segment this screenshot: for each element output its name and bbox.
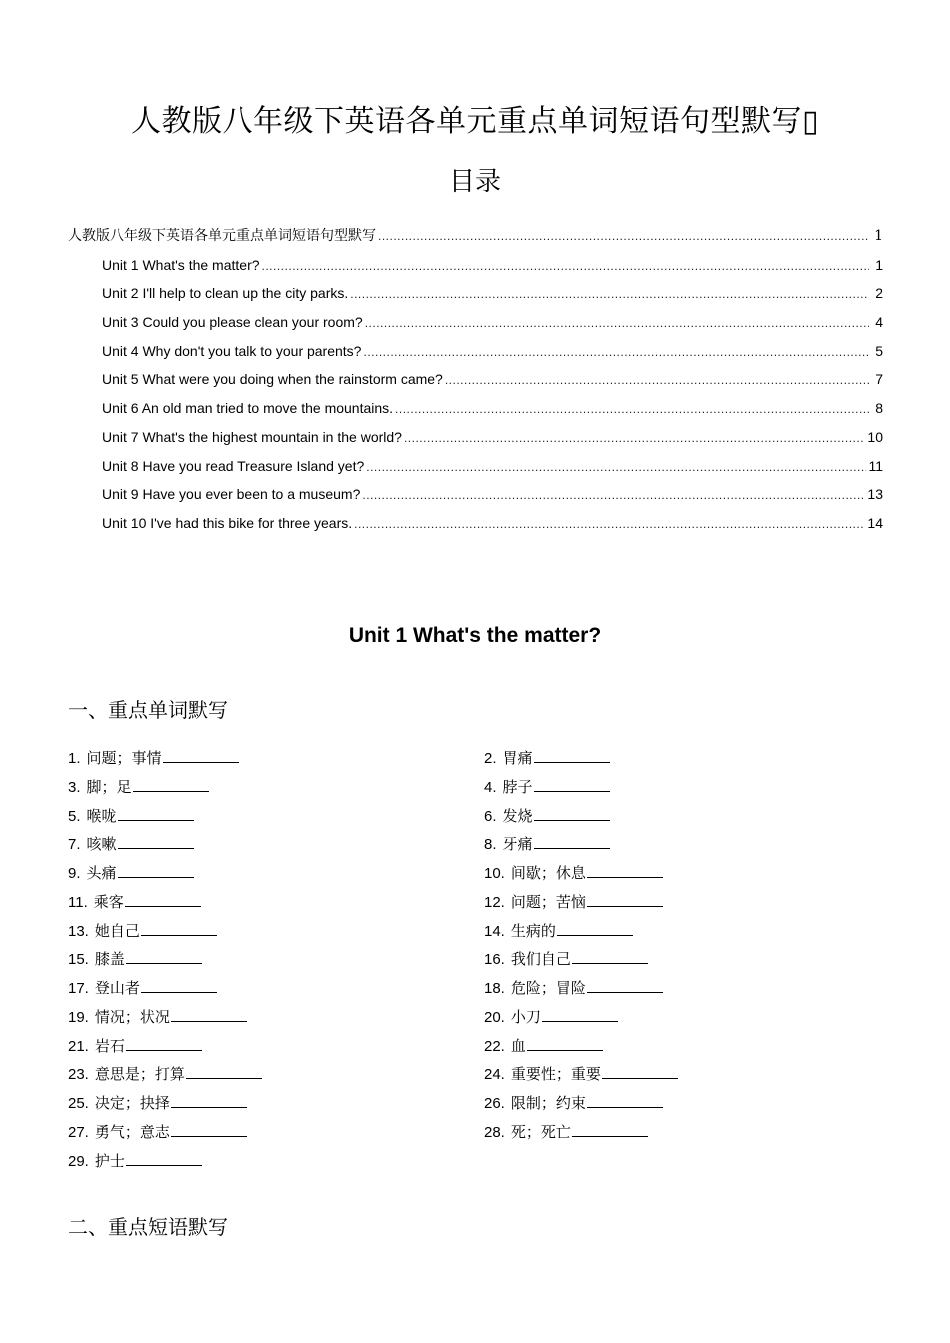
vocab-item-meaning: 小刀	[510, 1007, 541, 1026]
vocab-item	[484, 1032, 888, 1061]
toc-dot-leader	[378, 224, 869, 248]
toc-entry-title: Unit 2 I'll help to clean up the city parks.	[102, 285, 349, 302]
vocab-item-number: 28.	[484, 1123, 505, 1141]
vocab-item	[68, 1089, 484, 1118]
toc-entry-page-number: 1	[874, 228, 883, 244]
answer-blank[interactable]	[126, 948, 202, 964]
vocab-item-number: 18.	[484, 980, 505, 997]
answer-blank[interactable]	[126, 1035, 202, 1051]
toc-entry[interactable]	[68, 339, 883, 368]
vocab-item	[68, 744, 484, 773]
vocab-item	[484, 1060, 888, 1089]
toc-dot-leader	[362, 483, 865, 507]
vocab-item-number: 23.	[68, 1066, 89, 1084]
answer-blank[interactable]	[587, 891, 663, 907]
toc-entry-title: Unit 7 What's the highest mountain in the world?	[102, 428, 402, 445]
answer-blank[interactable]	[141, 977, 217, 993]
toc-entry-title: 人教版八年级下英语各单元重点单词短语句型默写	[68, 228, 376, 244]
vocab-item-number: 14.	[484, 922, 505, 940]
toc-entry-title: Unit 8 Have you read Treasure Island yet?	[102, 457, 365, 474]
toc-entry[interactable]	[68, 396, 883, 425]
vocab-item-number: 11.	[68, 893, 88, 911]
toc-entry[interactable]	[68, 511, 883, 540]
answer-blank[interactable]	[587, 1092, 663, 1108]
answer-blank[interactable]	[171, 1121, 247, 1137]
vocab-item-meaning: 间歇；休息	[510, 864, 586, 882]
toc-dot-leader	[354, 512, 865, 536]
toc-entry[interactable]	[68, 253, 883, 282]
toc-entry-page-number: 2	[875, 285, 883, 302]
vocab-item-meaning: 问题；苦恼	[510, 892, 586, 911]
toc-heading: 目录	[448, 167, 501, 197]
answer-blank[interactable]	[542, 1006, 618, 1022]
document-title	[0, 100, 950, 144]
vocab-item	[68, 945, 484, 974]
vocab-item	[484, 888, 888, 917]
vocab-item-meaning: 咳嗽	[86, 835, 117, 854]
toc-dot-leader	[445, 368, 869, 392]
toc-entry[interactable]	[68, 224, 883, 253]
toc-entry[interactable]	[68, 482, 883, 511]
answer-blank[interactable]	[118, 833, 194, 849]
answer-blank[interactable]	[171, 1092, 247, 1108]
toc-entry-title: Unit 6 An old man tried to move the mountains.	[102, 400, 394, 417]
vocab-item-meaning: 头痛	[86, 864, 117, 882]
vocab-item-number: 8.	[484, 836, 497, 854]
vocab-item	[68, 773, 484, 802]
vocab-item-meaning: 决定；抉择	[94, 1094, 170, 1112]
vocab-item	[484, 773, 888, 802]
document-title-text: 人教版八年级下英语各单元重点单词短语句型默写	[130, 104, 802, 139]
vocab-item	[484, 974, 888, 1003]
vocab-item	[484, 744, 888, 773]
vocab-item-number: 26.	[484, 1095, 505, 1112]
vocab-item-number: 21.	[68, 1037, 89, 1055]
toc-entry-title: Unit 3 Could you please clean your room?	[102, 314, 363, 331]
vocab-item	[484, 802, 888, 831]
toc-dot-leader	[366, 455, 866, 479]
vocab-item-number: 12.	[484, 893, 505, 911]
vocab-item-meaning: 血	[510, 1036, 526, 1055]
vocab-item-number: 29.	[68, 1152, 89, 1170]
toc-dot-leader	[363, 340, 869, 364]
vocab-item-number: 4.	[484, 778, 497, 796]
vocab-item-meaning: 意思是；打算	[94, 1065, 185, 1084]
vocab-item-meaning: 她自己	[94, 921, 140, 940]
toc-dot-leader	[395, 397, 869, 421]
answer-blank[interactable]	[534, 805, 610, 821]
toc-entry-title: Unit 10 I've had this bike for three years.	[102, 514, 353, 531]
vocab-item-number: 3.	[68, 778, 81, 796]
vocab-item-number: 24.	[484, 1066, 505, 1084]
vocab-item-meaning: 喉咙	[86, 806, 117, 825]
vocab-item-meaning: 岩石	[94, 1036, 125, 1055]
toc-entry[interactable]	[68, 281, 883, 310]
vocab-item-meaning: 重要性；重要	[510, 1065, 601, 1084]
vocab-item-number: 5.	[68, 807, 81, 825]
toc-entry-page-number: 1	[875, 256, 883, 273]
toc-entry-page-number: 13	[867, 486, 883, 503]
toc-dot-leader	[404, 426, 865, 450]
toc-entry-page-number: 7	[875, 371, 883, 388]
vocab-item-meaning: 勇气；意志	[94, 1122, 170, 1141]
vocab-item-meaning: 生病的	[510, 921, 556, 940]
answer-blank[interactable]	[171, 1006, 247, 1022]
toc-entry-title: Unit 5 What were you doing when the rainstorm came?	[102, 371, 443, 388]
answer-blank[interactable]	[602, 1063, 678, 1079]
vocab-item-meaning: 情况；状况	[94, 1007, 170, 1026]
vocab-item-number: 13.	[68, 922, 89, 940]
vocab-item-number: 6.	[484, 807, 497, 825]
vocabulary-list	[68, 744, 888, 1175]
vocab-item	[484, 917, 888, 946]
toc-entry-page-number: 5	[875, 342, 883, 359]
toc-entry-page-number: 10	[867, 428, 883, 445]
vocab-item-number: 16.	[484, 951, 505, 969]
vocab-item	[484, 859, 888, 888]
vocab-item	[68, 1118, 484, 1147]
vocab-item-meaning: 问题；事情	[86, 749, 162, 767]
vocab-item-meaning: 限制；约束	[510, 1094, 586, 1112]
section-title-phrases: 二、重点短语默写	[68, 1215, 228, 1239]
answer-blank[interactable]	[133, 776, 209, 792]
vocab-item-meaning: 护士	[94, 1151, 125, 1170]
section-title-vocabulary: 一、重点单词默写	[68, 698, 228, 722]
vocab-item	[484, 830, 888, 859]
answer-blank[interactable]	[557, 920, 633, 936]
vocab-item-meaning: 胃痛	[502, 749, 533, 767]
toc-entry-page-number: 11	[868, 457, 883, 474]
toc-entry[interactable]	[68, 425, 883, 454]
answer-blank[interactable]	[587, 862, 663, 878]
vocab-item-meaning: 脖子	[502, 777, 533, 796]
answer-blank[interactable]	[587, 977, 663, 993]
vocab-item-number: 1.	[68, 750, 81, 767]
vocab-item-number: 2.	[484, 750, 497, 767]
vocab-item-number: 9.	[68, 865, 81, 882]
toc-dot-leader	[350, 282, 869, 306]
vocab-item-meaning: 牙痛	[502, 835, 533, 854]
vocab-item-number: 20.	[484, 1008, 505, 1026]
vocab-item-number: 17.	[68, 980, 89, 997]
vocab-item	[68, 802, 484, 831]
answer-blank[interactable]	[141, 920, 217, 936]
vocab-item	[484, 1118, 888, 1147]
answer-blank[interactable]	[118, 805, 194, 821]
vocab-item	[484, 945, 888, 974]
vocab-item-number: 27.	[68, 1123, 89, 1141]
toc-entry-title: Unit 4 Why don't you talk to your parents?	[102, 342, 362, 359]
vocab-item-meaning: 登山者	[94, 979, 140, 997]
vocab-item	[68, 888, 484, 917]
vocab-item-meaning: 乘客	[93, 892, 124, 911]
missing-glyph-icon: ▯	[801, 104, 819, 139]
vocab-item-meaning: 膝盖	[94, 950, 125, 969]
vocab-item-number: 10.	[484, 865, 505, 882]
toc-entry-title: Unit 9 Have you ever been to a museum?	[102, 486, 361, 503]
vocab-item-meaning: 发烧	[502, 806, 533, 825]
vocab-item-meaning: 死；死亡	[510, 1122, 571, 1141]
toc-dot-leader	[262, 254, 869, 278]
answer-blank[interactable]	[125, 891, 201, 907]
vocab-item-number: 25.	[68, 1095, 89, 1112]
answer-blank[interactable]	[572, 948, 648, 964]
vocab-item	[68, 917, 484, 946]
vocab-item-number: 19.	[68, 1008, 89, 1026]
answer-blank[interactable]	[126, 1150, 202, 1166]
toc-entry-page-number: 4	[875, 314, 883, 331]
vocab-item	[68, 859, 484, 888]
vocab-item-number: 7.	[68, 836, 81, 854]
vocab-item-number: 22.	[484, 1037, 505, 1055]
vocab-item	[484, 1089, 888, 1118]
toc-entry[interactable]	[68, 310, 883, 339]
table-of-contents	[68, 224, 883, 540]
toc-entry[interactable]	[68, 454, 883, 483]
vocab-item	[68, 1003, 484, 1032]
vocab-item-meaning: 我们自己	[510, 950, 571, 969]
vocab-item-number: 15.	[68, 951, 89, 969]
answer-blank[interactable]	[572, 1121, 648, 1137]
vocab-item-meaning: 脚；足	[86, 777, 132, 796]
vocab-item-meaning: 危险；冒险	[510, 979, 586, 997]
toc-entry-title: Unit 1 What's the matter?	[102, 256, 260, 273]
toc-entry-page-number: 8	[875, 400, 883, 417]
toc-entry-page-number: 14	[867, 514, 883, 531]
answer-blank[interactable]	[534, 776, 610, 792]
answer-blank[interactable]	[534, 747, 610, 763]
vocab-item	[68, 1032, 484, 1061]
answer-blank[interactable]	[163, 747, 239, 763]
answer-blank[interactable]	[527, 1035, 603, 1051]
vocab-item	[484, 1003, 888, 1032]
toc-entry[interactable]	[68, 367, 883, 396]
answer-blank[interactable]	[186, 1063, 262, 1079]
vocab-item	[68, 1060, 484, 1089]
vocab-item	[68, 830, 484, 859]
toc-dot-leader	[365, 311, 869, 335]
unit-title: Unit 1 What's the matter?	[348, 624, 602, 647]
answer-blank[interactable]	[534, 833, 610, 849]
vocab-item	[68, 1147, 484, 1176]
answer-blank[interactable]	[118, 862, 194, 878]
vocab-item	[68, 974, 484, 1003]
